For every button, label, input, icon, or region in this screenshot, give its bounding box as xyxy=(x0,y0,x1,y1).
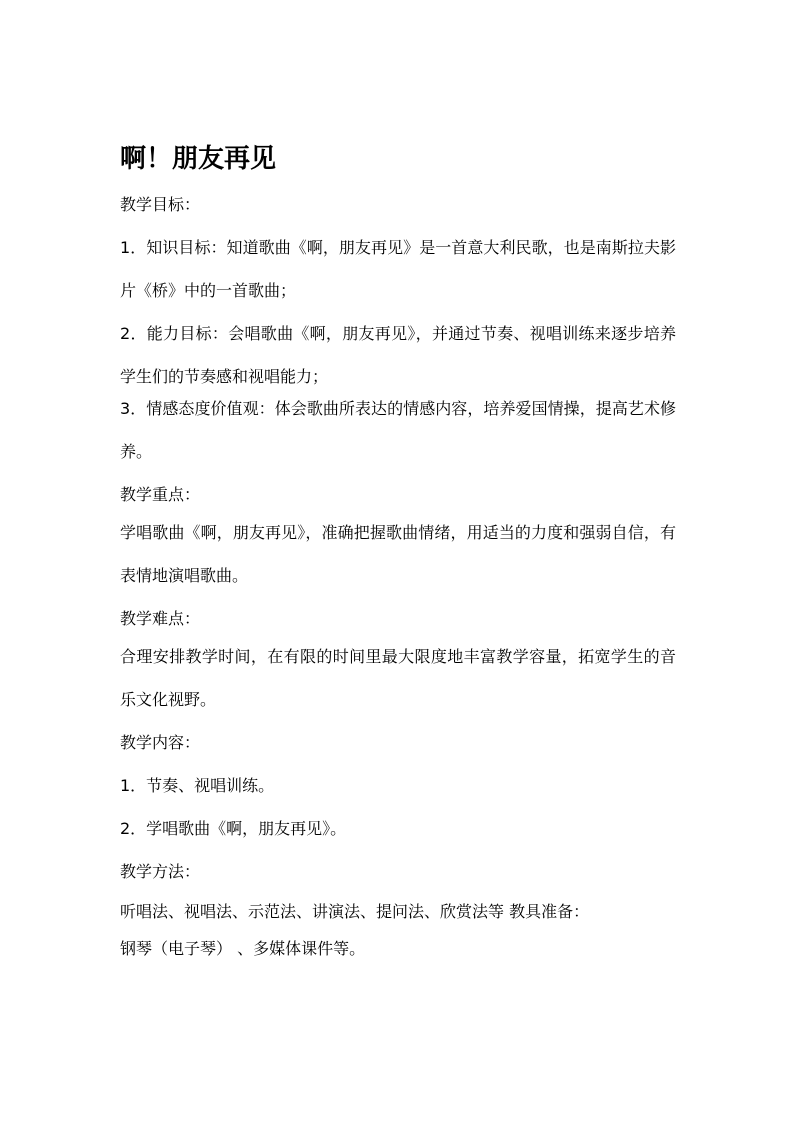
heading-key-points: 教学重点： xyxy=(120,485,201,504)
objective-emotion: 3．情感态度价值观：体会歌曲所表达的情感内容，培养爱国情操，提高艺术修养。 xyxy=(120,399,676,461)
teaching-aids-text: 钢琴（电子琴） 、多媒体课件等。 xyxy=(120,939,366,958)
document-title: 啊！朋友再见 xyxy=(120,144,277,174)
heading-methods: 教学方法： xyxy=(120,862,201,881)
methods-text: 听唱法、视唱法、示范法、讲演法、提问法、欣赏法等 教具准备： xyxy=(120,902,590,921)
heading-difficulties: 教学难点： xyxy=(120,609,201,628)
objective-knowledge: 1．知识目标：知道歌曲《啊，朋友再见》是一首意大利民歌，也是南斯拉夫影片《桥》中的一首歌曲； xyxy=(120,238,676,300)
objective-ability: 2．能力目标：会唱歌曲《啊，朋友再见》，并通过节奏、视唱训练来逐步培养学生们的节奏感和视唱能力； xyxy=(120,324,676,386)
difficulties-text: 合理安排教学时间，在有限的时间里最大限度地丰富教学容量，拓宽学生的音乐文化视野。 xyxy=(120,647,676,709)
heading-objectives: 教学目标： xyxy=(120,195,201,214)
key-points-text: 学唱歌曲《啊，朋友再见》，准确把握歌曲情绪，用适当的力度和强弱自信，有表情地演唱歌曲。 xyxy=(120,523,676,585)
content-item-2: 2．学唱歌曲《啊，朋友再见》。 xyxy=(120,819,347,838)
heading-content: 教学内容： xyxy=(120,733,201,752)
content-item-1: 1．节奏、视唱训练。 xyxy=(120,776,275,795)
